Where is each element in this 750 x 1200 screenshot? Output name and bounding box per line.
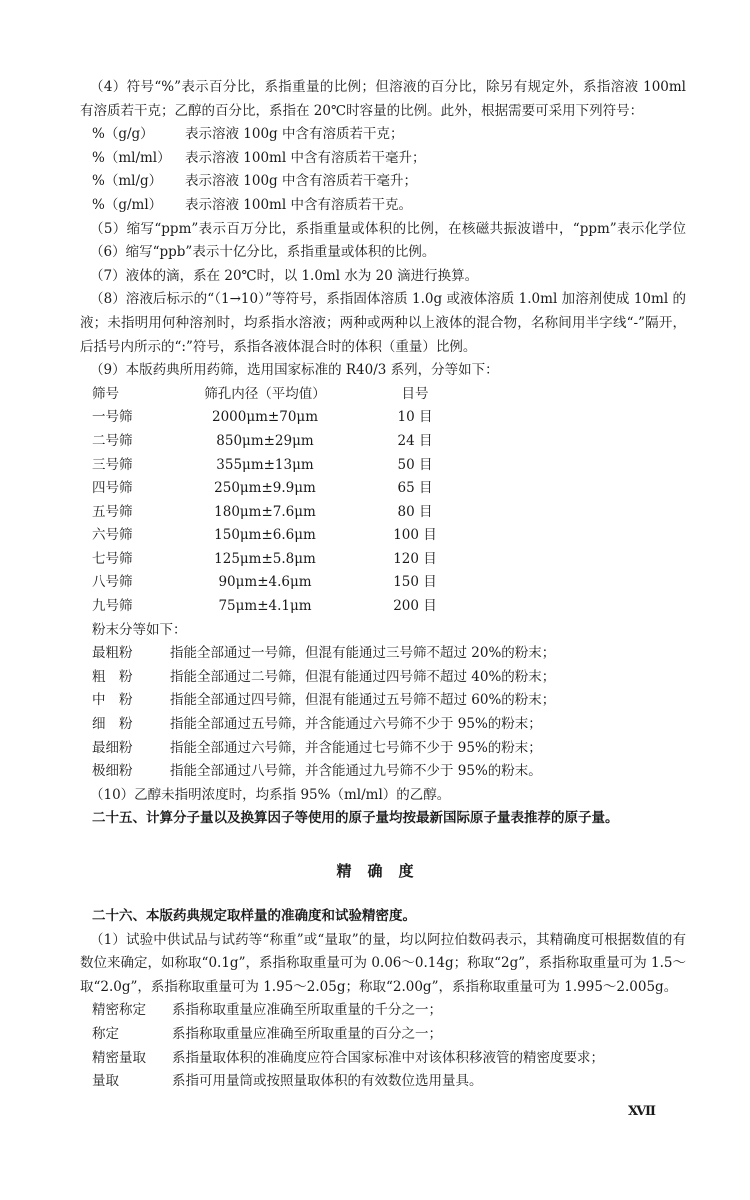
mesh-number: 24 目 <box>397 432 433 449</box>
mesh-number: 65 目 <box>397 480 433 497</box>
term-definition: 系指称取重量应准确至所取重量的百分之一； <box>172 1025 442 1042</box>
document-page <box>80 76 686 1094</box>
symbol: %（ml/g） <box>92 173 163 190</box>
symbol: %（g/ml） <box>92 196 163 213</box>
symbol: %（g/g） <box>92 126 154 143</box>
sieve-number: 二号筛 <box>92 432 133 449</box>
section26-item1-line3: 取“2.0g”，系指称取重量可为 1.95～2.05g；称取“2.00g”，系指称取重量可为 1.995～2.005g。 <box>80 978 678 995</box>
mesh-number: 80 目 <box>397 503 433 520</box>
powder-grade: 细 粉 <box>92 716 133 733</box>
list-item <box>80 737 686 761</box>
powder-grade: 粗 粉 <box>92 668 133 685</box>
section26-item1-line1: （1）试验中供试品与试药等“称重”或“量取”的量，均以阿拉伯数码表示，其精确度可根据数值的有 <box>90 931 686 948</box>
powder-description: 指能全部通过一号筛，但混有能通过三号筛不超过 20%的粉末； <box>170 645 556 662</box>
item9-intro: （9）本版药典所用药筛，选用国家标准的 R40/3 系列，分等如下： <box>90 362 499 379</box>
powder-grade: 中 粉 <box>92 692 133 709</box>
mesh-number: 50 目 <box>397 456 433 473</box>
item7: （7）液体的滴，系在 20℃时，以 1.0ml 水为 20 滴进行换算。 <box>90 267 479 284</box>
sieve-aperture: 2000μm±70μm <box>212 409 318 426</box>
item8-line2: 液；未指明用何种溶剂时，均系指水溶液；两种或两种以上液体的混合物，名称间用半字线“-”隔开， <box>80 314 686 331</box>
term: 精密称定 <box>92 1002 146 1019</box>
item6: （6）缩写“ppb”表示十亿分比，系指重量或体积的比例。 <box>90 244 436 261</box>
section-26-title: 二十六、本版药典规定取样量的准确度和试验精密度。 <box>92 908 416 924</box>
table-header <box>80 383 686 407</box>
table-row <box>80 406 686 430</box>
powder-grades-list <box>80 642 686 784</box>
symbol-meaning: 表示溶液 100ml 中含有溶质若干毫升； <box>185 149 426 166</box>
column-header: 目号 <box>401 385 429 402</box>
powder-grade: 极细粉 <box>92 763 133 780</box>
list-item <box>80 1047 686 1071</box>
sieve-number: 三号筛 <box>92 456 133 473</box>
table-row <box>80 571 686 595</box>
sieve-number: 五号筛 <box>92 503 133 520</box>
table-row <box>80 454 686 478</box>
sieve-aperture: 90μm±4.6μm <box>218 574 312 591</box>
sieve-number: 一号筛 <box>92 409 133 426</box>
table-row <box>80 595 686 619</box>
table-row <box>80 430 686 454</box>
list-item <box>80 999 686 1023</box>
mesh-number: 200 目 <box>393 598 437 615</box>
symbol-row <box>80 194 686 218</box>
sieve-aperture: 150μm±6.6μm <box>214 527 316 544</box>
mesh-number: 10 目 <box>397 409 433 426</box>
sieve-number: 八号筛 <box>92 574 133 591</box>
item10: （10）乙醇未指明浓度时，均系指 95%（ml/ml）的乙醇。 <box>90 786 451 803</box>
item8-line3: 后括号内所示的“:”符号，系指各液体混合时的体积（重量）比例。 <box>80 338 477 355</box>
mesh-number: 100 目 <box>393 527 437 544</box>
sieve-aperture: 180μm±7.6μm <box>214 503 316 520</box>
list-item <box>80 642 686 666</box>
term: 称定 <box>92 1025 119 1042</box>
list-item <box>80 1070 686 1094</box>
powder-grade: 最粗粉 <box>92 645 133 662</box>
sieve-aperture: 125μm±5.8μm <box>214 550 316 567</box>
term-definition: 系指量取体积的准确度应符合国家标准中对该体积移液管的精密度要求； <box>172 1049 604 1066</box>
symbol-meaning: 表示溶液 100g 中含有溶质若干毫升； <box>185 173 417 190</box>
table-row <box>80 477 686 501</box>
sieve-aperture: 75μm±4.1μm <box>218 598 312 615</box>
sieve-number: 九号筛 <box>92 598 133 615</box>
term: 量取 <box>92 1073 119 1090</box>
list-item <box>80 713 686 737</box>
column-header: 筛孔内径（平均值） <box>204 385 326 402</box>
percent-symbols-list <box>80 123 686 217</box>
item5: （5）缩写“ppm”表示百万分比，系指重量或体积的比例，在核磁共振波谱中，“ppm”表示化学位 <box>90 220 686 237</box>
section-heading: 精确度 <box>336 862 430 880</box>
list-item <box>80 1023 686 1047</box>
list-item <box>80 760 686 784</box>
powder-description: 指能全部通过五号筛，并含能通过六号筛不少于 95%的粉末； <box>170 716 542 733</box>
section-25: 二十五、计算分子量以及换算因子等使用的原子量均按最新国际原子量表推荐的原子量。 <box>92 810 619 827</box>
mesh-number: 120 目 <box>393 550 437 567</box>
table-row <box>80 548 686 572</box>
list-item <box>80 689 686 713</box>
symbol: %（ml/ml） <box>92 149 171 166</box>
powder-description: 指能全部通过二号筛，但混有能通过四号筛不超过 40%的粉末； <box>170 668 556 685</box>
symbol-row <box>80 147 686 171</box>
term: 精密量取 <box>92 1049 146 1066</box>
sieve-table <box>80 383 686 619</box>
sieve-number: 四号筛 <box>92 480 133 497</box>
symbol-row <box>80 170 686 194</box>
precision-terms-list <box>80 999 686 1093</box>
sieve-aperture: 850μm±29μm <box>216 432 314 449</box>
powder-description: 指能全部通过八号筛，并含能通过九号筛不少于 95%的粉末。 <box>170 763 542 780</box>
symbol-row <box>80 123 686 147</box>
item4-line2: 有溶质若干克；乙醇的百分比，系指在 20℃时容量的比例。此外，根据需要可采用下列符号： <box>80 102 644 119</box>
item4-line1: （4）符号“%”表示百分比，系指重量的比例；但溶液的百分比，除另有规定外，系指溶液 100ml <box>90 79 686 95</box>
symbol-meaning: 表示溶液 100ml 中含有溶质若干克。 <box>185 196 412 213</box>
sieve-aperture: 250μm±9.9μm <box>214 480 316 497</box>
powder-grade: 最细粉 <box>92 739 133 756</box>
column-header: 筛号 <box>92 385 119 402</box>
item8-line1: （8）溶液后标示的“（1→10）”等符号，系指固体溶质 1.0g 或液体溶质 1.0ml 加溶剂使成 10ml 的 <box>90 291 686 308</box>
sieve-aperture: 355μm±13μm <box>216 456 314 473</box>
powder-description: 指能全部通过四号筛，但混有能通过五号筛不超过 60%的粉末； <box>170 692 556 709</box>
powder-description: 指能全部通过六号筛，并含能通过七号筛不少于 95%的粉末； <box>170 739 542 756</box>
sieve-number: 六号筛 <box>92 527 133 544</box>
term-definition: 系指称取重量应准确至所取重量的千分之一； <box>172 1002 442 1019</box>
sieve-number: 七号筛 <box>92 550 133 567</box>
list-item <box>80 666 686 690</box>
symbol-meaning: 表示溶液 100g 中含有溶质若干克； <box>185 126 404 143</box>
table-row <box>80 524 686 548</box>
section26-item1-line2: 数位来确定，如称取“0.1g”，系指称取重量可为 0.06～0.14g；称取“2g”，系指称取重量可为 1.5～ <box>80 955 686 972</box>
term-definition: 系指可用量筒或按照量取体积的有效数位选用量具。 <box>172 1073 483 1090</box>
powder-intro: 粉末分等如下： <box>92 621 187 638</box>
page-number: XⅦ <box>628 1104 654 1119</box>
mesh-number: 150 目 <box>393 574 437 591</box>
table-row <box>80 501 686 525</box>
